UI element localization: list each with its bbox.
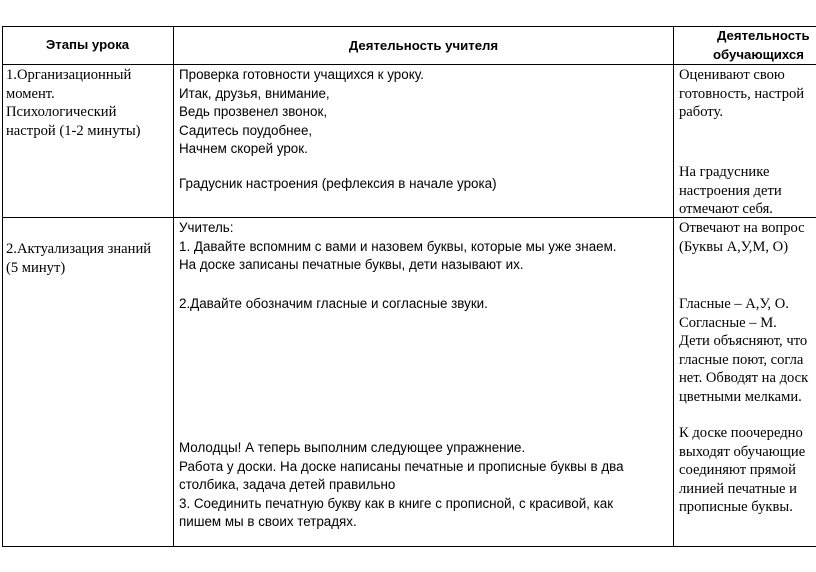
row2-stage-line: (5 минут)	[6, 259, 66, 276]
row1-teacher-reflection: Градусник настроения (рефлексия в начале урока)	[179, 176, 497, 191]
row2-teacher-line: 3. Соединить печатную букву как в книге с прописной, с красивой, как	[179, 495, 614, 511]
row2-teacher-line: На доске записаны печатные буквы, дети называют их.	[179, 257, 524, 272]
row2-students-sounds	[679, 295, 808, 406]
row2-teacher-exercise	[179, 439, 624, 532]
row2-teacher-line: Молодцы! А теперь выполним следующее упражнение.	[179, 440, 526, 455]
row2-teacher-line: 1. Давайте вспомним с вами и назовем буквы, которые мы уже знаем.	[179, 238, 617, 254]
row2-students-line: нет. Обводят на доск	[679, 370, 809, 386]
table-border-left	[2, 26, 3, 547]
table-border-top	[2, 26, 816, 27]
row2-teacher-line: Работа у доски. На доске написаны печатные и прописные буквы в два	[179, 458, 624, 474]
header-row-border	[2, 64, 816, 65]
header-stages: Этапы урока	[45, 37, 130, 52]
row1-teacher-line: Начнем скорей урок.	[179, 141, 308, 156]
row2-teacher-line: столбика, задача детей правильно	[179, 477, 396, 492]
row1-stage-line: Психологический	[6, 104, 117, 120]
row1-students-cell	[679, 66, 804, 122]
row2-teacher-vowels: 2.Давайте обозначим гласные и согласные звуки.	[179, 296, 488, 311]
row2-students-line: выходят обучающие	[679, 443, 806, 460]
row2-students-line: Согласные – М.	[679, 314, 777, 331]
row2-students-line: линией печатные и	[679, 480, 797, 497]
row2-students-line: Гласные – А,У, О.	[679, 296, 789, 312]
row2-students-line: Дети объясняют, что	[679, 333, 808, 349]
row2-stage-line: 2.Актуализация знаний	[6, 241, 152, 257]
table-border-bottom	[2, 546, 816, 547]
row2-students-board	[679, 424, 805, 517]
row1-students-thermometer	[679, 163, 782, 219]
row1-stage-line: момент.	[6, 85, 55, 102]
row2-stage-cell	[6, 240, 151, 277]
column-divider-2	[673, 26, 674, 547]
row1-students-line: На градуснике	[679, 164, 770, 180]
header-student-activity-line1: Деятельность	[717, 28, 810, 43]
row1-stage-cell	[6, 66, 141, 140]
row2-students-line: гласные поют, согла	[679, 351, 804, 368]
row2-students-line: цветными мелками.	[679, 388, 802, 405]
row2-students-line: соединяют прямой	[679, 462, 796, 478]
row1-stage-line: настрой (1-2 минуты)	[6, 122, 141, 139]
row1-teacher-cell	[179, 66, 424, 159]
row2-students-line: (Буквы А,У,М, О)	[679, 238, 789, 255]
row1-teacher-line: Садитесь поудобнее,	[179, 122, 313, 138]
row2-teacher-line: Учитель:	[179, 220, 234, 235]
header-teacher-activity: Деятельность учителя	[348, 38, 499, 53]
column-divider-1	[173, 26, 174, 547]
row1-teacher-line: Итак, друзья, внимание,	[179, 85, 330, 101]
row1-students-line: отмечают себя.	[679, 201, 773, 217]
row2-students-line: прописные буквы.	[679, 499, 793, 515]
row2-teacher-cell	[179, 219, 617, 275]
row1-students-line: работу.	[679, 104, 723, 120]
row2-students-answers	[679, 219, 805, 256]
row1-students-line: готовность, настрой	[679, 85, 805, 102]
row1-teacher-line: Ведь прозвенел звонок,	[179, 104, 328, 119]
row1-teacher-line: Проверка готовности учащихся к уроку.	[179, 67, 424, 82]
row2-teacher-line: пишем мы в своих тетрадях.	[179, 514, 357, 529]
row1-stage-line: 1.Организационный	[6, 67, 132, 83]
row1-students-line: настроения дети	[679, 182, 782, 199]
lesson-plan-table	[2, 26, 816, 547]
row1-students-line: Оценивают свою	[679, 67, 785, 83]
row2-students-line: К доске поочередно	[679, 425, 803, 441]
header-student-activity-line2: обучающихся	[713, 47, 804, 62]
row2-students-line: Отвечают на вопрос	[679, 220, 805, 236]
